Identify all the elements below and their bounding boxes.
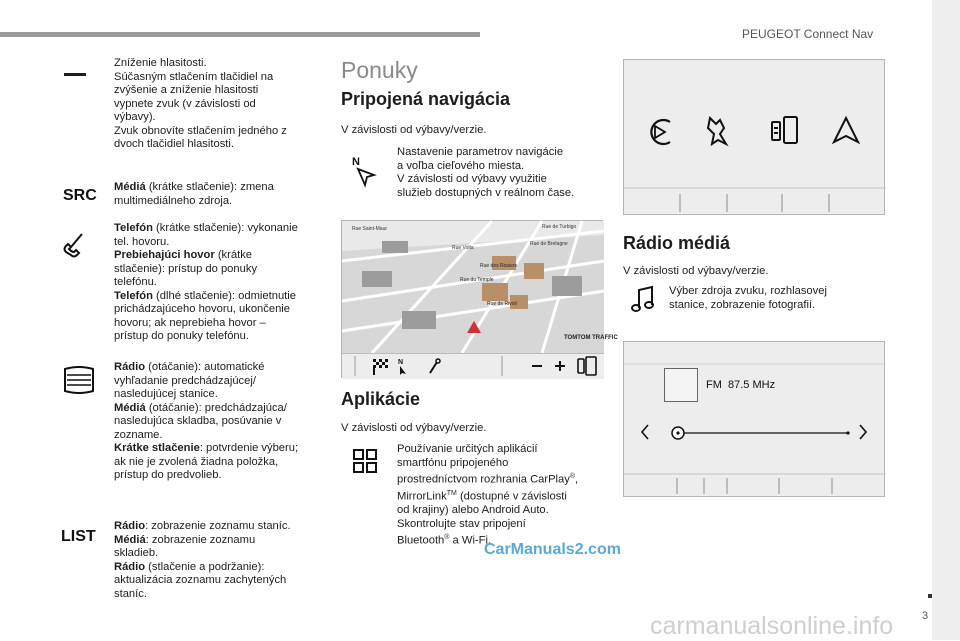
side-margin-bar xyxy=(932,0,960,640)
svg-text:Rue des Rosiers: Rue des Rosiers xyxy=(480,263,517,269)
volume-down-text: Zníženie hlasitosti. Súčasným stlačením tlačidiel na zvýšenie a zníženie hlasitosti vypnete zvuk (v závislosti od výbavy). Zvuk obnovíte stlačením jedného z dvoch tlačidiel hlasitosti. xyxy=(114,57,287,150)
zoom-in-icon[interactable] xyxy=(555,361,565,371)
apps-subtitle: V závislosti od výbavy/verzie. xyxy=(341,422,487,434)
map-view xyxy=(342,221,618,353)
apps-grid-icon xyxy=(352,448,378,474)
thumbwheel-text: Rádio (otáčanie): automatické vyhľadanie predchádzajúcej/ nasledujúcej stanice. Médiá (otáčanie): predchádzajúca/ nasledujúca skladba, posúvanie v zozname. Krátke stlačenie: potvrdenie výberu; ak nie je zvolená žiadna položka, prístup do predvolieb. xyxy=(114,361,299,481)
bullet-square-icon xyxy=(928,594,932,598)
north-arrow-icon[interactable] xyxy=(398,359,406,375)
play-circle-icon[interactable] xyxy=(651,120,670,144)
nav-subtitle: V závislosti od výbavy/verzie. xyxy=(341,124,487,136)
svg-text:Rue Saint-Maur: Rue Saint-Maur xyxy=(352,226,388,232)
section-heading-ponuky: Ponuky xyxy=(341,57,418,83)
list-text: Rádio: zobrazenie zoznamu staníc. Médiá: zobrazenie zoznamu skladieb. Rádio (stlačenie a podržanie): aktualizácia zoznamu zachytených staníc. xyxy=(114,520,291,600)
nav-title: Pripojená navigácia xyxy=(341,89,511,109)
svg-text:Rue Volta: Rue Volta xyxy=(452,245,474,251)
pin-icon[interactable] xyxy=(430,359,440,373)
radio-subtitle: V závislosti od výbavy/verzie. xyxy=(623,265,769,277)
radio-title: Rádio médiá xyxy=(623,233,731,253)
checkered-flag-icon[interactable] xyxy=(373,359,388,375)
apps-title: Aplikácie xyxy=(341,389,421,409)
navigation-north-arrow-icon xyxy=(350,153,380,187)
svg-text:N: N xyxy=(398,359,404,366)
home-screen-icons xyxy=(624,60,886,216)
settings-icon[interactable] xyxy=(578,357,596,375)
svg-text:Rue de Rivoli: Rue de Rivoli xyxy=(487,301,517,307)
previous-station-icon[interactable] xyxy=(642,425,648,439)
home-screen xyxy=(623,59,885,215)
map-toolbar-icons xyxy=(342,353,604,379)
next-station-icon[interactable] xyxy=(860,425,866,439)
svg-text:Rue de Bretagne: Rue de Bretagne xyxy=(530,241,568,247)
thumbwheel-icon xyxy=(62,365,96,395)
radio-text: Výber zdroja zvuku, rozhlasovej stanice, zobrazenie fotografií. xyxy=(669,285,827,311)
radio-controls xyxy=(624,342,886,498)
music-note-icon xyxy=(630,284,658,314)
radio-screen xyxy=(623,341,885,497)
phone-text: Telefón (krátke stlačenie): vykonanie tel. hovoru. Prebiehajúci hovor (krátke stlačenie): prístup do ponuky telefónu. Telefón (dlhé stlačenie): odmietnutie prichádzajúceho hovoru, ukončenie hovoru; ak neprebieha hovor – prístup do ponuky telefónu. xyxy=(114,222,298,342)
footer-watermark: carmanualsonline.info xyxy=(650,612,894,640)
map-screen xyxy=(341,220,618,378)
apps-text: Používanie určitých aplikácií smartfónu pripojeného prostredníctvom rozhrania CarPlay®, MirrorLink™ (dostupné v závislosti od krajiny) alebo Android Auto. Skontrolujte stav pripojení Bluetooth® a Wi-Fi. xyxy=(397,443,579,548)
phone-handset-icon xyxy=(60,228,90,258)
tomtom-badge: TOMTOM TRAFFIC xyxy=(564,335,618,341)
station-frequency: FM 87.5 MHz xyxy=(706,379,776,391)
mirror-phone-icon[interactable] xyxy=(772,117,797,143)
minus-icon xyxy=(64,73,86,76)
carmanuals-watermark: CarManuals2.com xyxy=(484,541,621,558)
src-button-label: SRC xyxy=(63,187,97,204)
svg-text:Rue du Temple: Rue du Temple xyxy=(460,277,494,283)
page-number: 3 xyxy=(922,610,929,622)
svg-text:N: N xyxy=(352,156,360,168)
top-rule xyxy=(0,32,480,37)
nav-text: Nastavenie parametrov navigácie a voľba cieľového miesta. V závislosti od výbavy využitie služieb dostupných v reálnom čase. xyxy=(397,146,575,199)
peugeot-lion-icon[interactable] xyxy=(708,118,726,144)
list-button-label: LIST xyxy=(61,528,96,545)
page-header: PEUGEOT Connect Nav xyxy=(742,27,874,41)
svg-text:Rue de Turbigo: Rue de Turbigo xyxy=(542,224,577,230)
navigation-triangle-icon[interactable] xyxy=(834,118,858,142)
src-text: Médiá (krátke stlačenie): zmena multimediálneho zdroja. xyxy=(114,181,274,207)
